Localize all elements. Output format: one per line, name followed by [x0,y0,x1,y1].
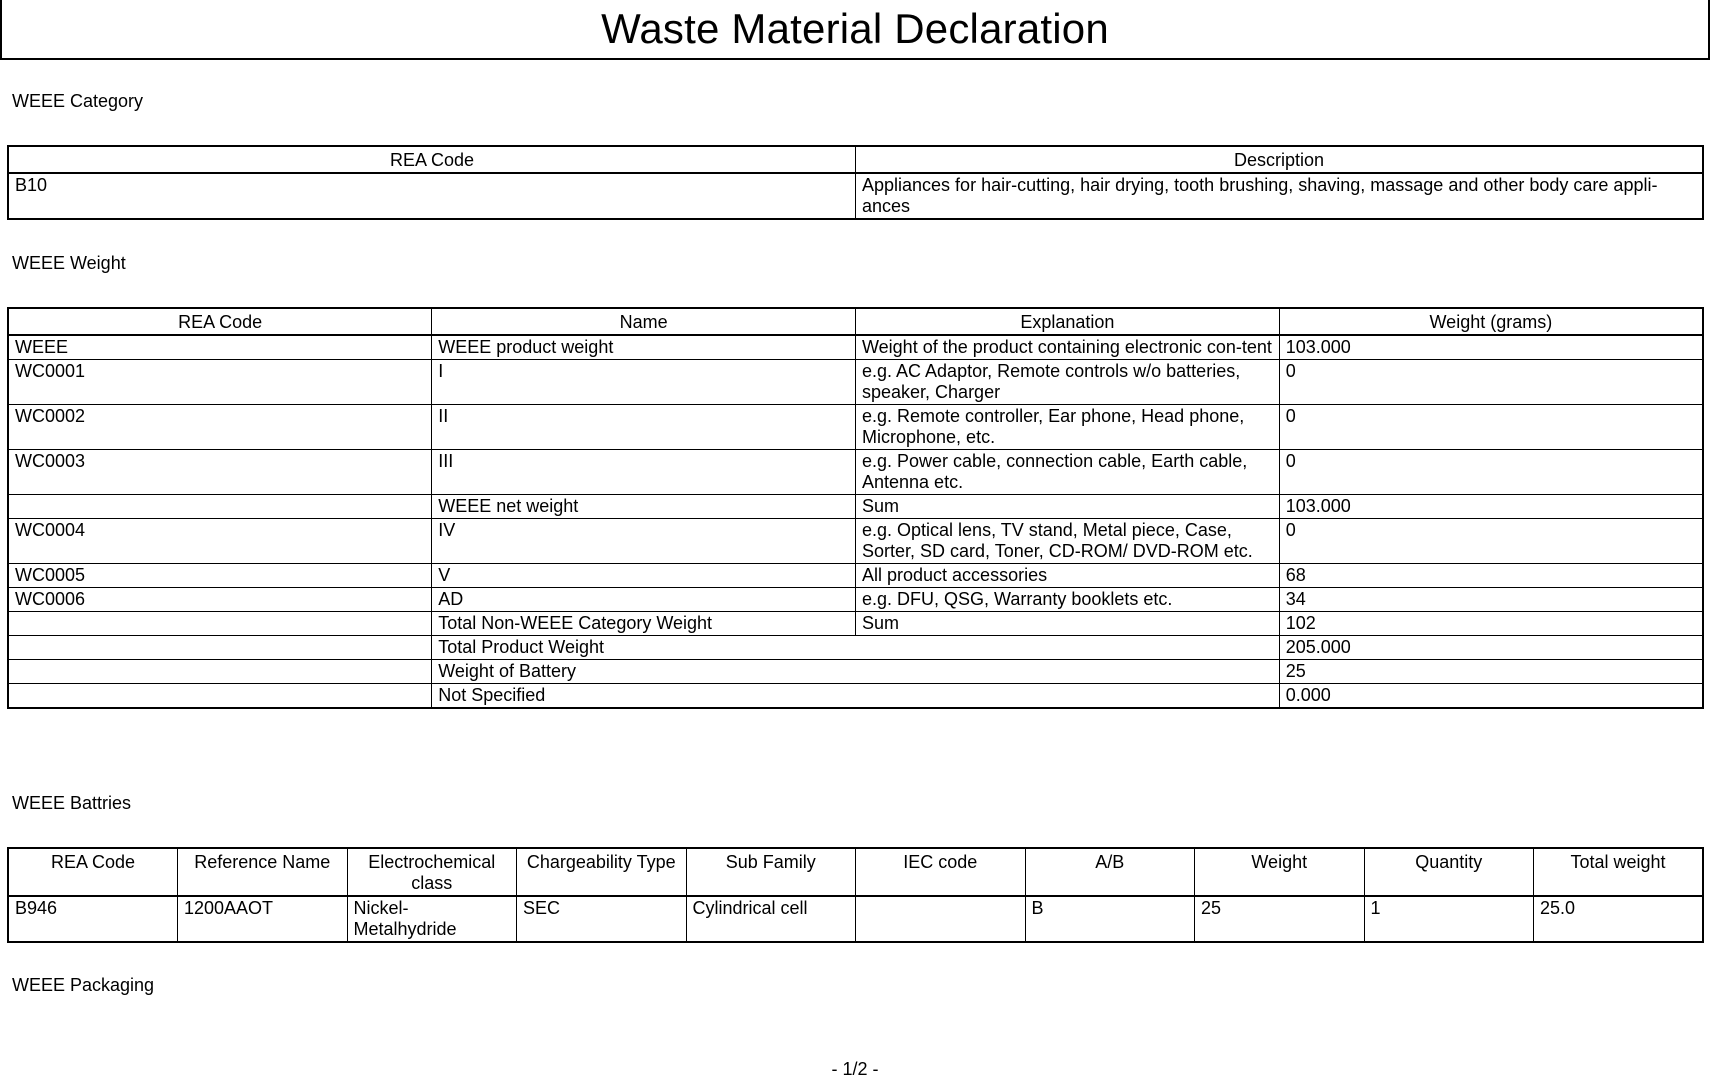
batteries-header-cell: Reference Name [178,848,348,896]
weight-header-cell: Explanation [856,308,1280,335]
batteries-header-cell: Electrochemical class [347,848,517,896]
table-row [8,405,1703,450]
table-cell: WC0001 [8,360,432,405]
batteries-header-cell: IEC code [856,848,1026,896]
weight-header-row [8,308,1703,335]
table-cell: WC0006 [8,588,432,612]
category-section-label: WEEE Category [12,91,144,111]
table-cell: Not Specified [432,684,1280,709]
table-cell: IV [432,519,856,564]
table-cell: Total Non-WEEE Category Weight [432,612,856,636]
table-cell: WEEE net weight [432,495,856,519]
table-cell [8,684,432,709]
table-cell: I [432,360,856,405]
batteries-header-row [8,848,1703,896]
table-row [8,612,1703,636]
batteries-header-cell: Chargeability Type [517,848,687,896]
weight-header-cell: Weight (grams) [1279,308,1703,335]
table-cell: e.g. DFU, QSG, Warranty booklets etc. [856,588,1280,612]
batteries-header-cell: Total weight [1534,848,1704,896]
table-cell: 34 [1279,588,1703,612]
table-cell: WC0002 [8,405,432,450]
batteries-header-cell: Sub Family [686,848,856,896]
table-cell: WC0005 [8,564,432,588]
category-header-row [8,146,1703,173]
table-cell: Weight of the product containing electronic con-tent [856,335,1280,360]
table-cell: B946 [8,896,178,942]
batteries-table [7,847,1704,943]
page-number: - 1/2 - [831,1059,879,1079]
category-header-cell: Description [856,146,1704,173]
table-row [8,519,1703,564]
table-cell: All product accessories [856,564,1280,588]
table-row [8,173,1703,219]
table-cell: II [432,405,856,450]
table-cell: 102 [1279,612,1703,636]
weight-header-cell: REA Code [8,308,432,335]
table-cell: 68 [1279,564,1703,588]
batteries-section-label: WEEE Battries [12,793,132,813]
table-cell: Cylindrical cell [686,896,856,942]
table-cell: 25 [1279,660,1703,684]
table-cell: AD [432,588,856,612]
table-cell: Nickel-Metalhydride [347,896,517,942]
category-table [7,145,1704,220]
table-cell: e.g. Power cable, connection cable, Earth cable, Antenna etc. [856,450,1280,495]
table-cell: 205.000 [1279,636,1703,660]
table-cell: 0.000 [1279,684,1703,709]
table-cell: e.g. AC Adaptor, Remote controls w/o batteries, speaker, Charger [856,360,1280,405]
summary-row [8,636,1703,660]
table-cell [8,495,432,519]
table-cell: WEEE product weight [432,335,856,360]
table-cell: III [432,450,856,495]
weight-section-label: WEEE Weight [12,253,126,273]
batteries-header-cell: Weight [1195,848,1365,896]
table-cell [856,896,1026,942]
table-cell: 103.000 [1279,335,1703,360]
table-row [8,450,1703,495]
table-cell: Sum [856,495,1280,519]
table-cell: 0 [1279,360,1703,405]
table-cell: WC0003 [8,450,432,495]
table-cell: 103.000 [1279,495,1703,519]
table-cell: SEC [517,896,687,942]
table-row [8,564,1703,588]
table-row [8,495,1703,519]
table-cell: Appliances for hair-cutting, hair drying, tooth brushing, shaving, massage and other body care appli-ances [856,173,1704,219]
table-cell: B10 [8,173,856,219]
category-header-cell: REA Code [8,146,856,173]
table-cell: 0 [1279,519,1703,564]
table-cell: Weight of Battery [432,660,1280,684]
table-cell: Sum [856,612,1280,636]
batteries-header-cell: A/B [1025,848,1195,896]
table-cell: V [432,564,856,588]
table-cell: WC0004 [8,519,432,564]
table-cell: Total Product Weight [432,636,1280,660]
packaging-section-label: WEEE Packaging [12,975,155,995]
table-row [8,360,1703,405]
summary-row [8,684,1703,709]
page-title: Waste Material Declaration [0,0,1710,60]
table-cell: 25.0 [1534,896,1704,942]
weight-table [7,307,1704,709]
table-cell: e.g. Remote controller, Ear phone, Head phone, Microphone, etc. [856,405,1280,450]
summary-row [8,660,1703,684]
table-row [8,335,1703,360]
table-cell: WEEE [8,335,432,360]
table-cell: e.g. Optical lens, TV stand, Metal piece, Case, Sorter, SD card, Toner, CD-ROM/ DVD-ROM etc. [856,519,1280,564]
table-cell: 25 [1195,896,1365,942]
batteries-header-cell: Quantity [1364,848,1534,896]
table-row [8,588,1703,612]
table-row [8,896,1703,942]
table-cell: 1200AAOT [178,896,348,942]
table-cell [8,636,432,660]
table-cell: B [1025,896,1195,942]
table-cell [8,660,432,684]
weight-header-cell: Name [432,308,856,335]
table-cell: 0 [1279,405,1703,450]
batteries-header-cell: REA Code [8,848,178,896]
table-cell [8,612,432,636]
table-cell: 1 [1364,896,1534,942]
table-cell: 0 [1279,450,1703,495]
